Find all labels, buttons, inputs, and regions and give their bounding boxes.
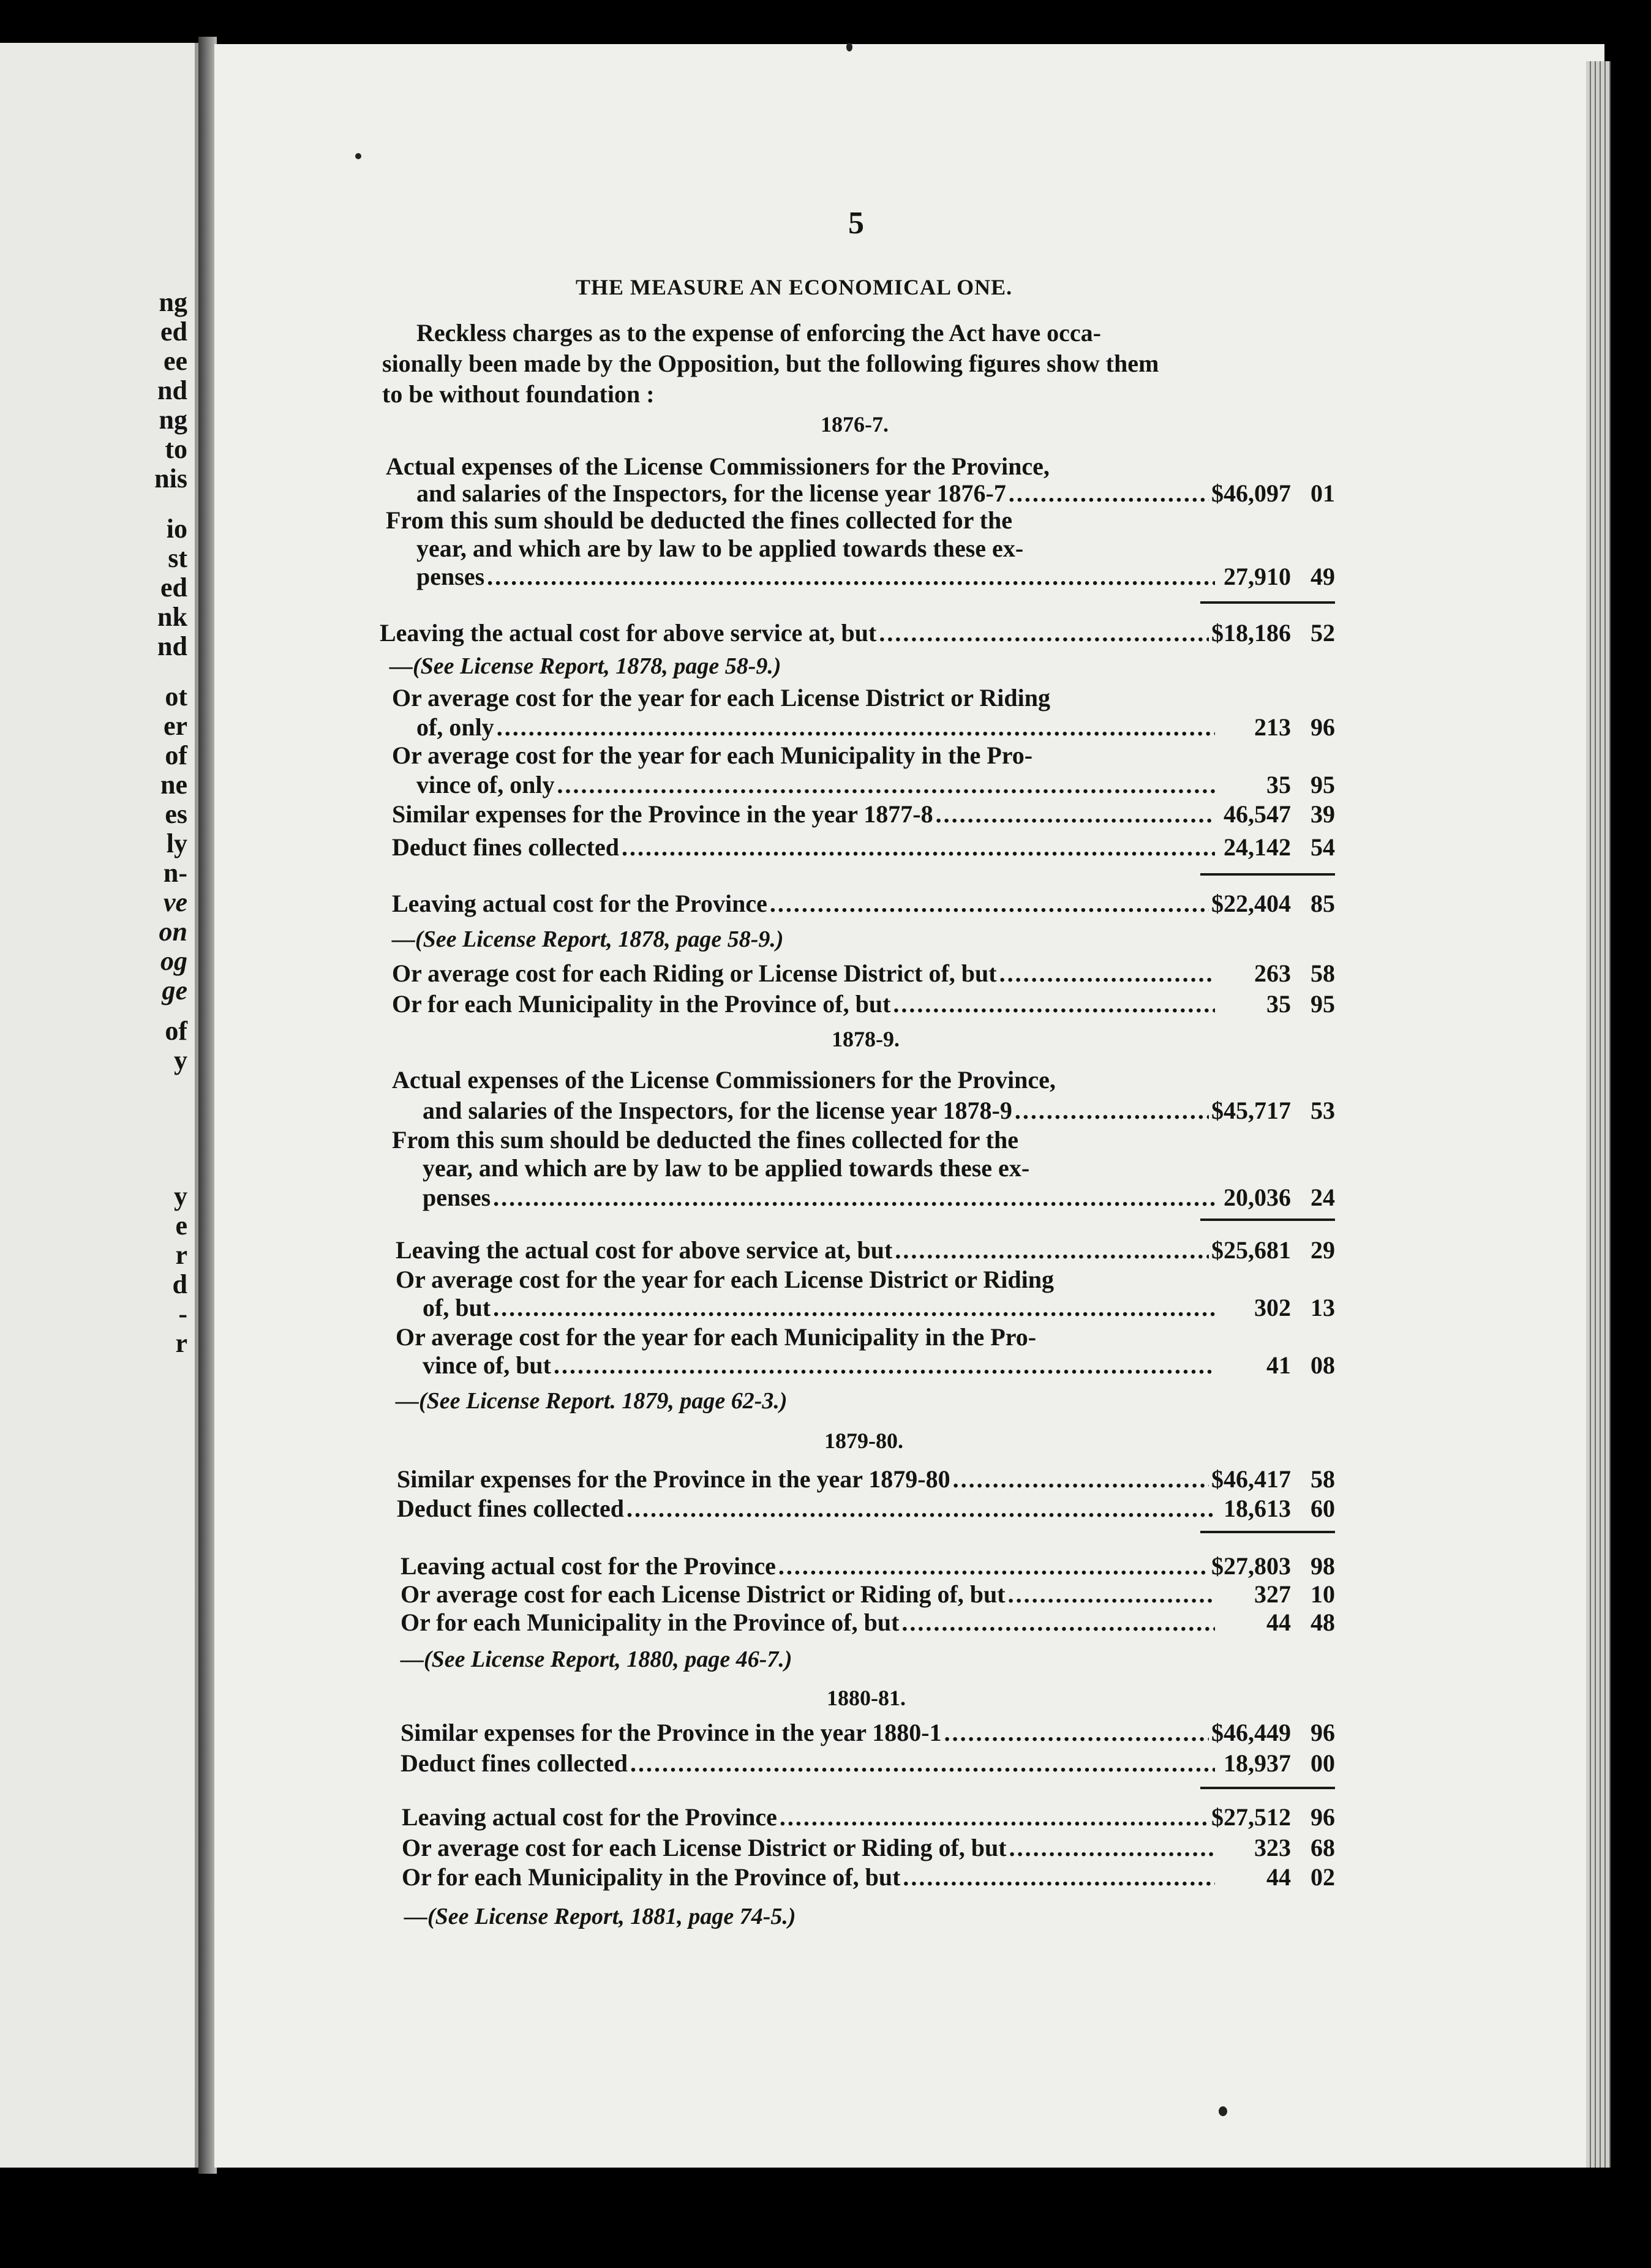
amount-dollars: 20,036 xyxy=(1224,1184,1291,1211)
amount-cents: 10 xyxy=(1311,1580,1335,1608)
left-page-fragment: r xyxy=(175,1240,187,1270)
expense-label: vince of, but xyxy=(423,1351,551,1379)
total-row xyxy=(396,1236,1335,1265)
total-row xyxy=(380,618,1335,648)
amount-cents: 01 xyxy=(1311,479,1335,507)
page-edges xyxy=(1586,61,1611,2168)
left-page-fragment: y xyxy=(174,1045,187,1075)
left-page-fragment: e xyxy=(175,1211,187,1241)
amount-dollars: 323 xyxy=(1254,1834,1291,1861)
left-page-fragment: - xyxy=(178,1299,187,1329)
expense-label: Or for each Municipality in the Province of, but xyxy=(401,1609,900,1636)
leader-dots xyxy=(493,1293,1215,1323)
expense-label: penses xyxy=(416,563,485,590)
amount-cents: 96 xyxy=(1311,1803,1335,1831)
amount-cents: 96 xyxy=(1311,713,1335,741)
page-number: 5 xyxy=(848,206,864,241)
citation: —(See License Report, 1878, page 58-9.) xyxy=(389,653,781,679)
left-page-fragment: ge xyxy=(162,975,187,1005)
expense-label: Similar expenses for the Province in the year 1880-1 xyxy=(401,1719,942,1746)
leader-dots xyxy=(630,1749,1215,1778)
leader-dots xyxy=(936,800,1215,829)
left-page-fragment: st xyxy=(168,543,187,573)
leader-dots xyxy=(778,1552,1209,1581)
amount-cents: 48 xyxy=(1311,1609,1335,1636)
expense-row xyxy=(401,1718,1335,1748)
left-page-fragment: io xyxy=(166,514,187,544)
amount-dollars: 302 xyxy=(1254,1294,1291,1321)
leader-dots xyxy=(493,1183,1215,1212)
year-heading: 1876-7. xyxy=(821,412,889,437)
amount-dollars: 24,142 xyxy=(1224,833,1291,861)
left-page-fragment: on xyxy=(159,917,187,947)
total-row xyxy=(401,1552,1335,1581)
expense-label: Or for each Municipality in the Province of, but xyxy=(402,1863,901,1891)
expense-row xyxy=(401,1749,1335,1778)
amount-cents: 00 xyxy=(1311,1749,1335,1777)
leader-dots xyxy=(554,1351,1215,1380)
leader-dots xyxy=(1009,479,1209,508)
expense-row xyxy=(423,1096,1335,1125)
expense-label: Deduct fines collected xyxy=(397,1495,625,1522)
leader-dots xyxy=(487,562,1215,591)
citation: —(See License Report, 1880, page 46-7.) xyxy=(401,1647,792,1672)
expense-label: Actual expenses of the License Commissioners for the Province, xyxy=(392,1066,1056,1094)
leader-dots xyxy=(780,1803,1209,1832)
leader-dots xyxy=(1015,1096,1209,1125)
amount-dollars: 263 xyxy=(1254,959,1291,987)
amount-dollars: 44 xyxy=(1266,1609,1291,1636)
total-label: Leaving actual cost for the Province xyxy=(392,890,767,917)
amount-dollars: $46,417 xyxy=(1211,1465,1291,1493)
amount-dollars: 327 xyxy=(1254,1580,1291,1608)
leader-dots xyxy=(1009,1833,1215,1863)
total-label: Leaving actual cost for the Province xyxy=(402,1803,777,1831)
expense-label: and salaries of the Inspectors, for the license year 1876-7 xyxy=(416,479,1006,507)
left-page-fragment: of xyxy=(165,1016,187,1046)
amount-cents: 58 xyxy=(1311,959,1335,987)
expense-row xyxy=(397,1465,1335,1494)
amount-dollars: $22,404 xyxy=(1211,890,1291,917)
amount-cents: 02 xyxy=(1311,1863,1335,1891)
intro-line: to be without foundation : xyxy=(382,380,655,408)
left-page-fragment: ne xyxy=(160,770,187,800)
total-row xyxy=(402,1803,1335,1832)
expense-row xyxy=(423,1183,1335,1212)
amount-dollars: 35 xyxy=(1266,990,1291,1018)
left-page-fragment: nk xyxy=(157,602,187,632)
expense-row xyxy=(392,833,1335,862)
expense-row xyxy=(423,1351,1335,1380)
left-page-fragment: ng xyxy=(159,405,187,435)
expense-row xyxy=(416,713,1335,742)
leader-dots xyxy=(893,989,1215,1019)
left-page-fragment: nis xyxy=(154,464,187,494)
left-page-fragment: r xyxy=(175,1328,187,1358)
leader-dots xyxy=(626,1494,1215,1523)
expense-label: From this sum should be deducted the fines collected for the xyxy=(392,1126,1018,1154)
sum-rule xyxy=(1200,1218,1335,1221)
amount-dollars: 18,613 xyxy=(1224,1495,1291,1522)
expense-label: of, only xyxy=(416,713,494,741)
citation: —(See License Report, 1878, page 58-9.) xyxy=(392,926,784,952)
sum-rule xyxy=(1200,873,1335,876)
ink-speck xyxy=(846,43,852,51)
leader-dots xyxy=(999,959,1215,988)
leader-dots xyxy=(879,618,1209,648)
expense-label: Actual expenses of the License Commissioners for the Province, xyxy=(386,452,1050,480)
year-heading: 1879-80. xyxy=(824,1429,903,1453)
leader-dots xyxy=(1008,1580,1215,1609)
left-page-fragment: ng xyxy=(159,287,187,317)
expense-row xyxy=(423,1293,1335,1323)
amount-dollars: $27,512 xyxy=(1211,1803,1291,1831)
amount-dollars: 18,937 xyxy=(1224,1749,1291,1777)
expense-row xyxy=(392,800,1335,829)
amount-dollars: $46,097 xyxy=(1211,479,1291,507)
expense-row xyxy=(401,1580,1335,1609)
amount-cents: 95 xyxy=(1311,771,1335,798)
amount-dollars: $25,681 xyxy=(1211,1236,1291,1264)
sum-rule xyxy=(1200,601,1335,604)
left-page-fragment: ee xyxy=(163,346,187,376)
ink-speck xyxy=(355,153,361,159)
expense-row xyxy=(416,562,1335,591)
expense-label: year, and which are by law to be applied towards these ex- xyxy=(416,535,1024,562)
total-label: Leaving the actual cost for above service at, but xyxy=(396,1236,893,1264)
left-page-fragment: og xyxy=(160,946,187,976)
leader-dots xyxy=(895,1236,1209,1265)
total-label: Leaving the actual cost for above service at, but xyxy=(380,619,877,647)
amount-dollars: $18,186 xyxy=(1211,619,1291,647)
expense-label: Deduct fines collected xyxy=(401,1749,628,1777)
left-page-fragment: y xyxy=(174,1181,187,1211)
leader-dots xyxy=(903,1863,1215,1892)
expense-label: of, but xyxy=(423,1294,491,1321)
amount-dollars: 44 xyxy=(1266,1863,1291,1891)
amount-cents: 58 xyxy=(1311,1465,1335,1493)
expense-row xyxy=(392,989,1335,1019)
left-page-fragment: ve xyxy=(163,887,187,917)
amount-cents: 39 xyxy=(1311,800,1335,828)
expense-label: penses xyxy=(423,1184,491,1211)
leader-dots xyxy=(557,770,1215,800)
intro-line: sionally been made by the Opposition, but the following figures show them xyxy=(382,350,1159,377)
amount-dollars: 35 xyxy=(1266,771,1291,798)
left-page-fragment: ly xyxy=(166,828,187,858)
expense-row xyxy=(401,1608,1335,1637)
amount-cents: 29 xyxy=(1311,1236,1335,1264)
amount-cents: 96 xyxy=(1311,1719,1335,1746)
intro-line: Reckless charges as to the expense of enforcing the Act have occa- xyxy=(416,319,1101,347)
amount-cents: 49 xyxy=(1311,563,1335,590)
amount-cents: 53 xyxy=(1311,1097,1335,1124)
expense-row xyxy=(392,959,1335,988)
amount-dollars: $46,449 xyxy=(1211,1719,1291,1746)
expense-label: Deduct fines collected xyxy=(392,833,620,861)
amount-cents: 68 xyxy=(1311,1834,1335,1861)
expense-label: Similar expenses for the Province in the year 1879-80 xyxy=(397,1465,950,1493)
leader-dots xyxy=(953,1465,1209,1494)
expense-label: Similar expenses for the Province in the year 1877-8 xyxy=(392,800,933,828)
expense-label: From this sum should be deducted the fines collected for the xyxy=(386,506,1012,534)
amount-cents: 13 xyxy=(1311,1294,1335,1321)
left-page-fragment: ed xyxy=(160,317,187,347)
amount-dollars: 27,910 xyxy=(1224,563,1291,590)
left-page xyxy=(0,43,198,2168)
expense-label: vince of, only xyxy=(416,771,555,798)
left-page-fragment: ot xyxy=(165,682,187,712)
leader-dots xyxy=(497,713,1215,742)
left-page-fragment: n- xyxy=(163,858,187,888)
left-page-fragment: to xyxy=(165,434,187,464)
expense-label: Or average cost for the year for each License District or Riding xyxy=(396,1266,1054,1293)
expense-label: Or average cost for each Riding or License District of, but xyxy=(392,959,997,987)
amount-cents: 60 xyxy=(1311,1495,1335,1522)
expense-row xyxy=(402,1833,1335,1863)
left-page-fragment: nd xyxy=(157,631,187,661)
expense-label: and salaries of the Inspectors, for the license year 1878-9 xyxy=(423,1097,1012,1124)
amount-cents: 95 xyxy=(1311,990,1335,1018)
amount-dollars: $45,717 xyxy=(1211,1097,1291,1124)
total-label: Leaving actual cost for the Province xyxy=(401,1552,776,1580)
expense-row xyxy=(402,1863,1335,1892)
total-row xyxy=(392,889,1335,918)
year-heading: 1880-81. xyxy=(827,1686,906,1710)
left-page-fragment: d xyxy=(172,1269,187,1299)
left-page-fragment: nd xyxy=(157,375,187,405)
expense-label: year, and which are by law to be applied towards these ex- xyxy=(423,1154,1030,1182)
citation: —(See License Report, 1881, page 74-5.) xyxy=(404,1904,796,1929)
expense-label: Or average cost for the year for each Municipality in the Pro- xyxy=(396,1323,1037,1351)
amount-cents: 54 xyxy=(1311,833,1335,861)
amount-cents: 08 xyxy=(1311,1351,1335,1379)
leader-dots xyxy=(770,889,1209,918)
expense-row xyxy=(416,479,1335,508)
expense-row xyxy=(416,770,1335,800)
year-heading: 1878-9. xyxy=(832,1027,900,1051)
expense-label: Or average cost for the year for each Municipality in the Pro- xyxy=(392,742,1033,769)
amount-cents: 85 xyxy=(1311,890,1335,917)
left-page-fragment: of xyxy=(165,740,187,770)
amount-dollars: 41 xyxy=(1266,1351,1291,1379)
section-heading: THE MEASURE AN ECONOMICAL ONE. xyxy=(576,275,1013,299)
leader-dots xyxy=(901,1608,1215,1637)
left-page-fragment: es xyxy=(165,799,187,829)
expense-label: Or average cost for each License District or Riding of, but xyxy=(402,1834,1007,1861)
left-page-fragment: er xyxy=(163,711,187,741)
amount-dollars: 213 xyxy=(1254,713,1291,741)
expense-row xyxy=(397,1494,1335,1523)
leader-dots xyxy=(622,833,1215,862)
sum-rule xyxy=(1200,1787,1335,1789)
left-page-fragment: ed xyxy=(160,573,187,603)
leader-dots xyxy=(944,1718,1209,1748)
amount-cents: 52 xyxy=(1311,619,1335,647)
sum-rule xyxy=(1200,1531,1335,1533)
amount-cents: 24 xyxy=(1311,1184,1335,1211)
ink-speck xyxy=(1219,2106,1227,2116)
expense-label: Or average cost for the year for each License District or Riding xyxy=(392,684,1050,712)
amount-cents: 98 xyxy=(1311,1552,1335,1580)
amount-dollars: $27,803 xyxy=(1211,1552,1291,1580)
citation: —(See License Report. 1879, page 62-3.) xyxy=(396,1388,788,1414)
expense-label: Or for each Municipality in the Province of, but xyxy=(392,990,891,1018)
expense-label: Or average cost for each License District or Riding of, but xyxy=(401,1580,1006,1608)
amount-dollars: 46,547 xyxy=(1224,800,1291,828)
